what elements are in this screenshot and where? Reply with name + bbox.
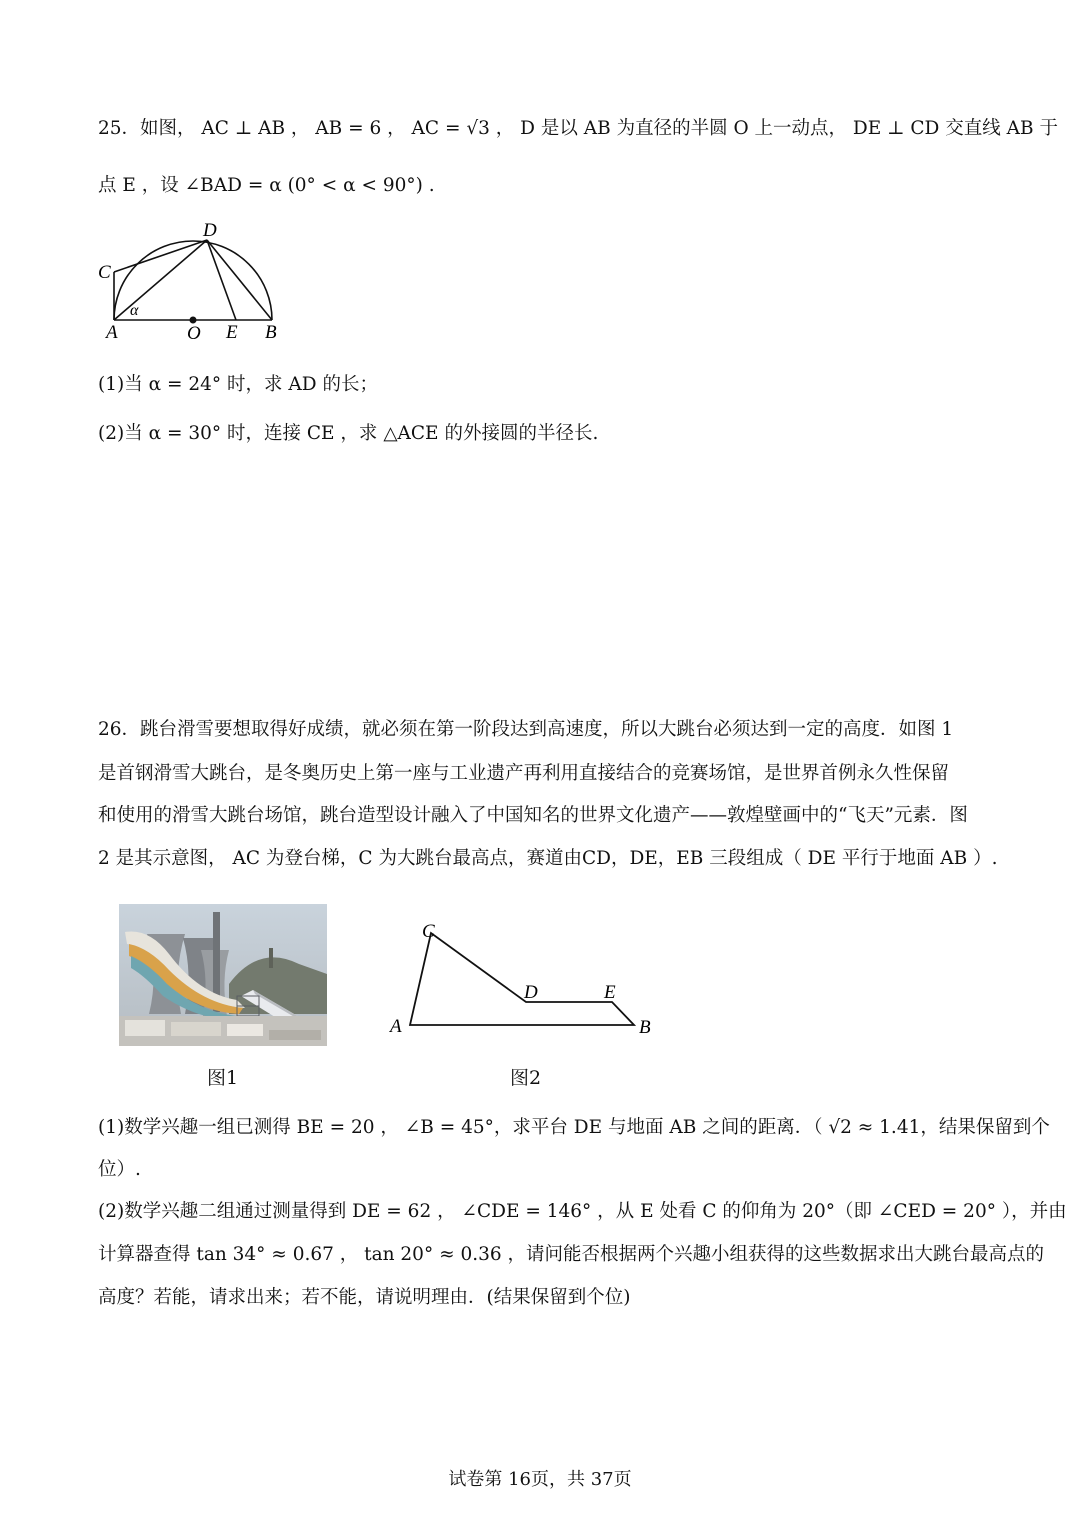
q26-sub2-line3: 高度？若能，请求出来；若不能，请说明理由．(结果保留到个位) — [98, 1287, 631, 1308]
q26-sub2-line1: (2)数学兴趣二组通过测量得到 DE = 62 ， ∠CDE = 146° ，从 E 处看 C 的仰角为 20°（即 ∠CED = 20° ），并由 — [98, 1201, 1067, 1222]
q26-sub2-line2: 计算器查得 tan 34° ≈ 0.67 ， tan 20° ≈ 0.36 ，请问能否根据两个兴趣小组获得的这些数据求出大跳台最高点的 — [98, 1244, 1045, 1265]
label-b: B — [265, 322, 277, 343]
figure2-caption: 图2 — [510, 1067, 542, 1089]
label-e: E — [604, 982, 616, 1003]
q25-stem-line2: 点 E ，设 ∠BAD = α (0° < α < 90°) . — [98, 175, 435, 196]
figure1-caption: 图1 — [207, 1067, 239, 1089]
label-a: A — [106, 322, 118, 343]
q25-stem-line1: 25．如图， AC ⊥ AB ， AB = 6 ， AC = √3 ， D 是以 AB 为直径的半圆 O 上一动点， DE ⊥ CD 交直线 AB 于 — [98, 118, 1058, 139]
label-o: O — [187, 323, 201, 344]
q25-semicircle-figure — [92, 218, 292, 346]
ski-jump-photo — [119, 904, 327, 1046]
label-d: D — [203, 220, 217, 241]
label-d: D — [524, 982, 538, 1003]
schematic-outline — [410, 933, 634, 1025]
q26-stem-line4: 2 是其示意图， AC 为登台梯，C 为大跳台最高点，赛道由CD，DE，EB 三段组成（ DE 平行于地面 AB ）. — [98, 848, 998, 869]
q26-sub1-line1: (1)数学兴趣一组已测得 BE = 20 ， ∠B = 45°，求平台 DE 与地面 AB 之间的距离．（ √2 ≈ 1.41，结果保留到个 — [98, 1117, 1050, 1138]
segment-ad — [114, 240, 207, 320]
q25-sub2: (2)当 α = 30° 时，连接 CE ，求 △ACE 的外接圆的半径长. — [98, 423, 599, 444]
label-e: E — [226, 322, 238, 343]
q26-stem-line2: 是首钢滑雪大跳台，是冬奥历史上第一座与工业遗产再利用直接结合的竞赛场馆，是世界首例永久性保留 — [98, 763, 950, 784]
label-c: C — [98, 262, 111, 283]
page-footer: 试卷第 16页，共 37页 — [448, 1469, 632, 1490]
q26-stem-line1: 26．跳台滑雪要想取得好成绩，就必须在第一阶段达到高速度，所以大跳台必须达到一定的高度．如图 1 — [98, 719, 954, 740]
label-a: A — [390, 1016, 402, 1037]
q25-sub1: (1)当 α = 24° 时，求 AD 的长； — [98, 374, 378, 395]
segment-cd — [114, 240, 207, 272]
ski-jump-schematic — [384, 916, 664, 1046]
q26-stem-line3: 和使用的滑雪大跳台场馆，跳台造型设计融入了中国知名的世界文化遗产——敦煌壁画中的“飞天”元素．图 — [98, 805, 968, 826]
label-b: B — [639, 1017, 651, 1038]
label-c: C — [422, 921, 435, 942]
segment-db — [207, 240, 272, 320]
q26-sub1-line2: 位）. — [98, 1159, 141, 1180]
label-alpha: α — [130, 302, 139, 319]
